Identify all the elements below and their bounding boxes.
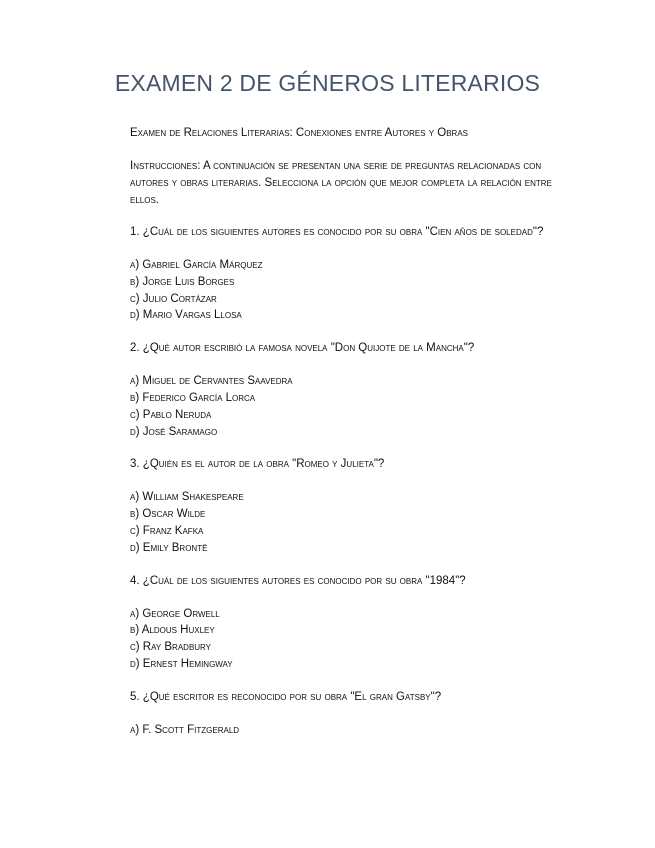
option-a: a) Miguel de Cervantes Saavedra: [130, 375, 293, 388]
option-c: c) Franz Kafka: [130, 524, 204, 537]
option-a: a) George Orwell: [130, 607, 220, 620]
option-c: c) Ray Bradbury: [130, 641, 212, 654]
option-b: b) Oscar Wilde: [130, 508, 206, 521]
question-block-3: [130, 456, 560, 556]
options-list: [130, 373, 560, 440]
option-a: a) Gabriel García Márquez: [130, 259, 263, 271]
question-text: ¿Quién es el autor de la obra "Romeo y Julieta"?: [142, 458, 385, 471]
question-block-2: [130, 340, 560, 440]
option-c: c) Julio Cortázar: [130, 292, 217, 305]
options-list: [130, 489, 560, 556]
question-text: ¿Qué escritor es reconocido por su obra "El gran Gatsby"?: [142, 690, 442, 703]
options-list: [130, 606, 560, 673]
options-list: [130, 257, 560, 324]
question-text: ¿Qué autor escribió la famosa novela "Don Quijote de la Mancha"?: [142, 342, 475, 355]
question-number: 5.: [130, 690, 140, 703]
question-text: ¿Cuál de los siguientes autores es conocido por su obra "1984"?: [142, 574, 466, 587]
question-5: [130, 689, 560, 706]
options-list: [130, 722, 560, 739]
question-block-5: [130, 689, 560, 739]
question-3: [130, 456, 560, 473]
option-b: b) Aldous Huxley: [130, 624, 215, 637]
document-title: EXAMEN 2 DE GÉNEROS LITERARIOS: [114, 70, 541, 96]
exam-instructions: Instrucciones: A continuación se presentan una serie de preguntas relacionadas con autores y obras literarias. Selecciona la opción que mejor completa la relación entre ellos.: [130, 160, 552, 206]
option-d: d) José Saramago: [130, 425, 218, 438]
question-block-4: [130, 573, 560, 673]
option-d: d) Ernest Hemingway: [130, 657, 233, 670]
question-4: [130, 573, 560, 590]
question-number: 1.: [130, 226, 140, 238]
question-number: 3.: [130, 458, 140, 471]
option-c: c) Pablo Neruda: [130, 408, 212, 421]
option-a: a) F. Scott Fitzgerald: [130, 723, 240, 736]
question-number: 2.: [130, 342, 140, 355]
question-block-1: [130, 224, 560, 324]
question-number: 4.: [130, 574, 140, 587]
question-2: [130, 340, 560, 357]
question-text: ¿Cuál de los siguientes autores es conocido por su obra "Cien años de soledad"?: [142, 226, 544, 238]
option-b: b) Federico García Lorca: [130, 391, 256, 404]
exam-subtitle: Examen de Relaciones Literarias: Conexiones entre Autores y Obras: [130, 127, 468, 139]
question-1: [130, 224, 560, 241]
document-body: [130, 125, 560, 755]
option-b: b) Jorge Luis Borges: [130, 275, 235, 288]
option-d: d) Emily Brontë: [130, 541, 208, 554]
option-a: a) William Shakespeare: [130, 491, 244, 504]
option-d: d) Mario Vargas Llosa: [130, 309, 242, 322]
